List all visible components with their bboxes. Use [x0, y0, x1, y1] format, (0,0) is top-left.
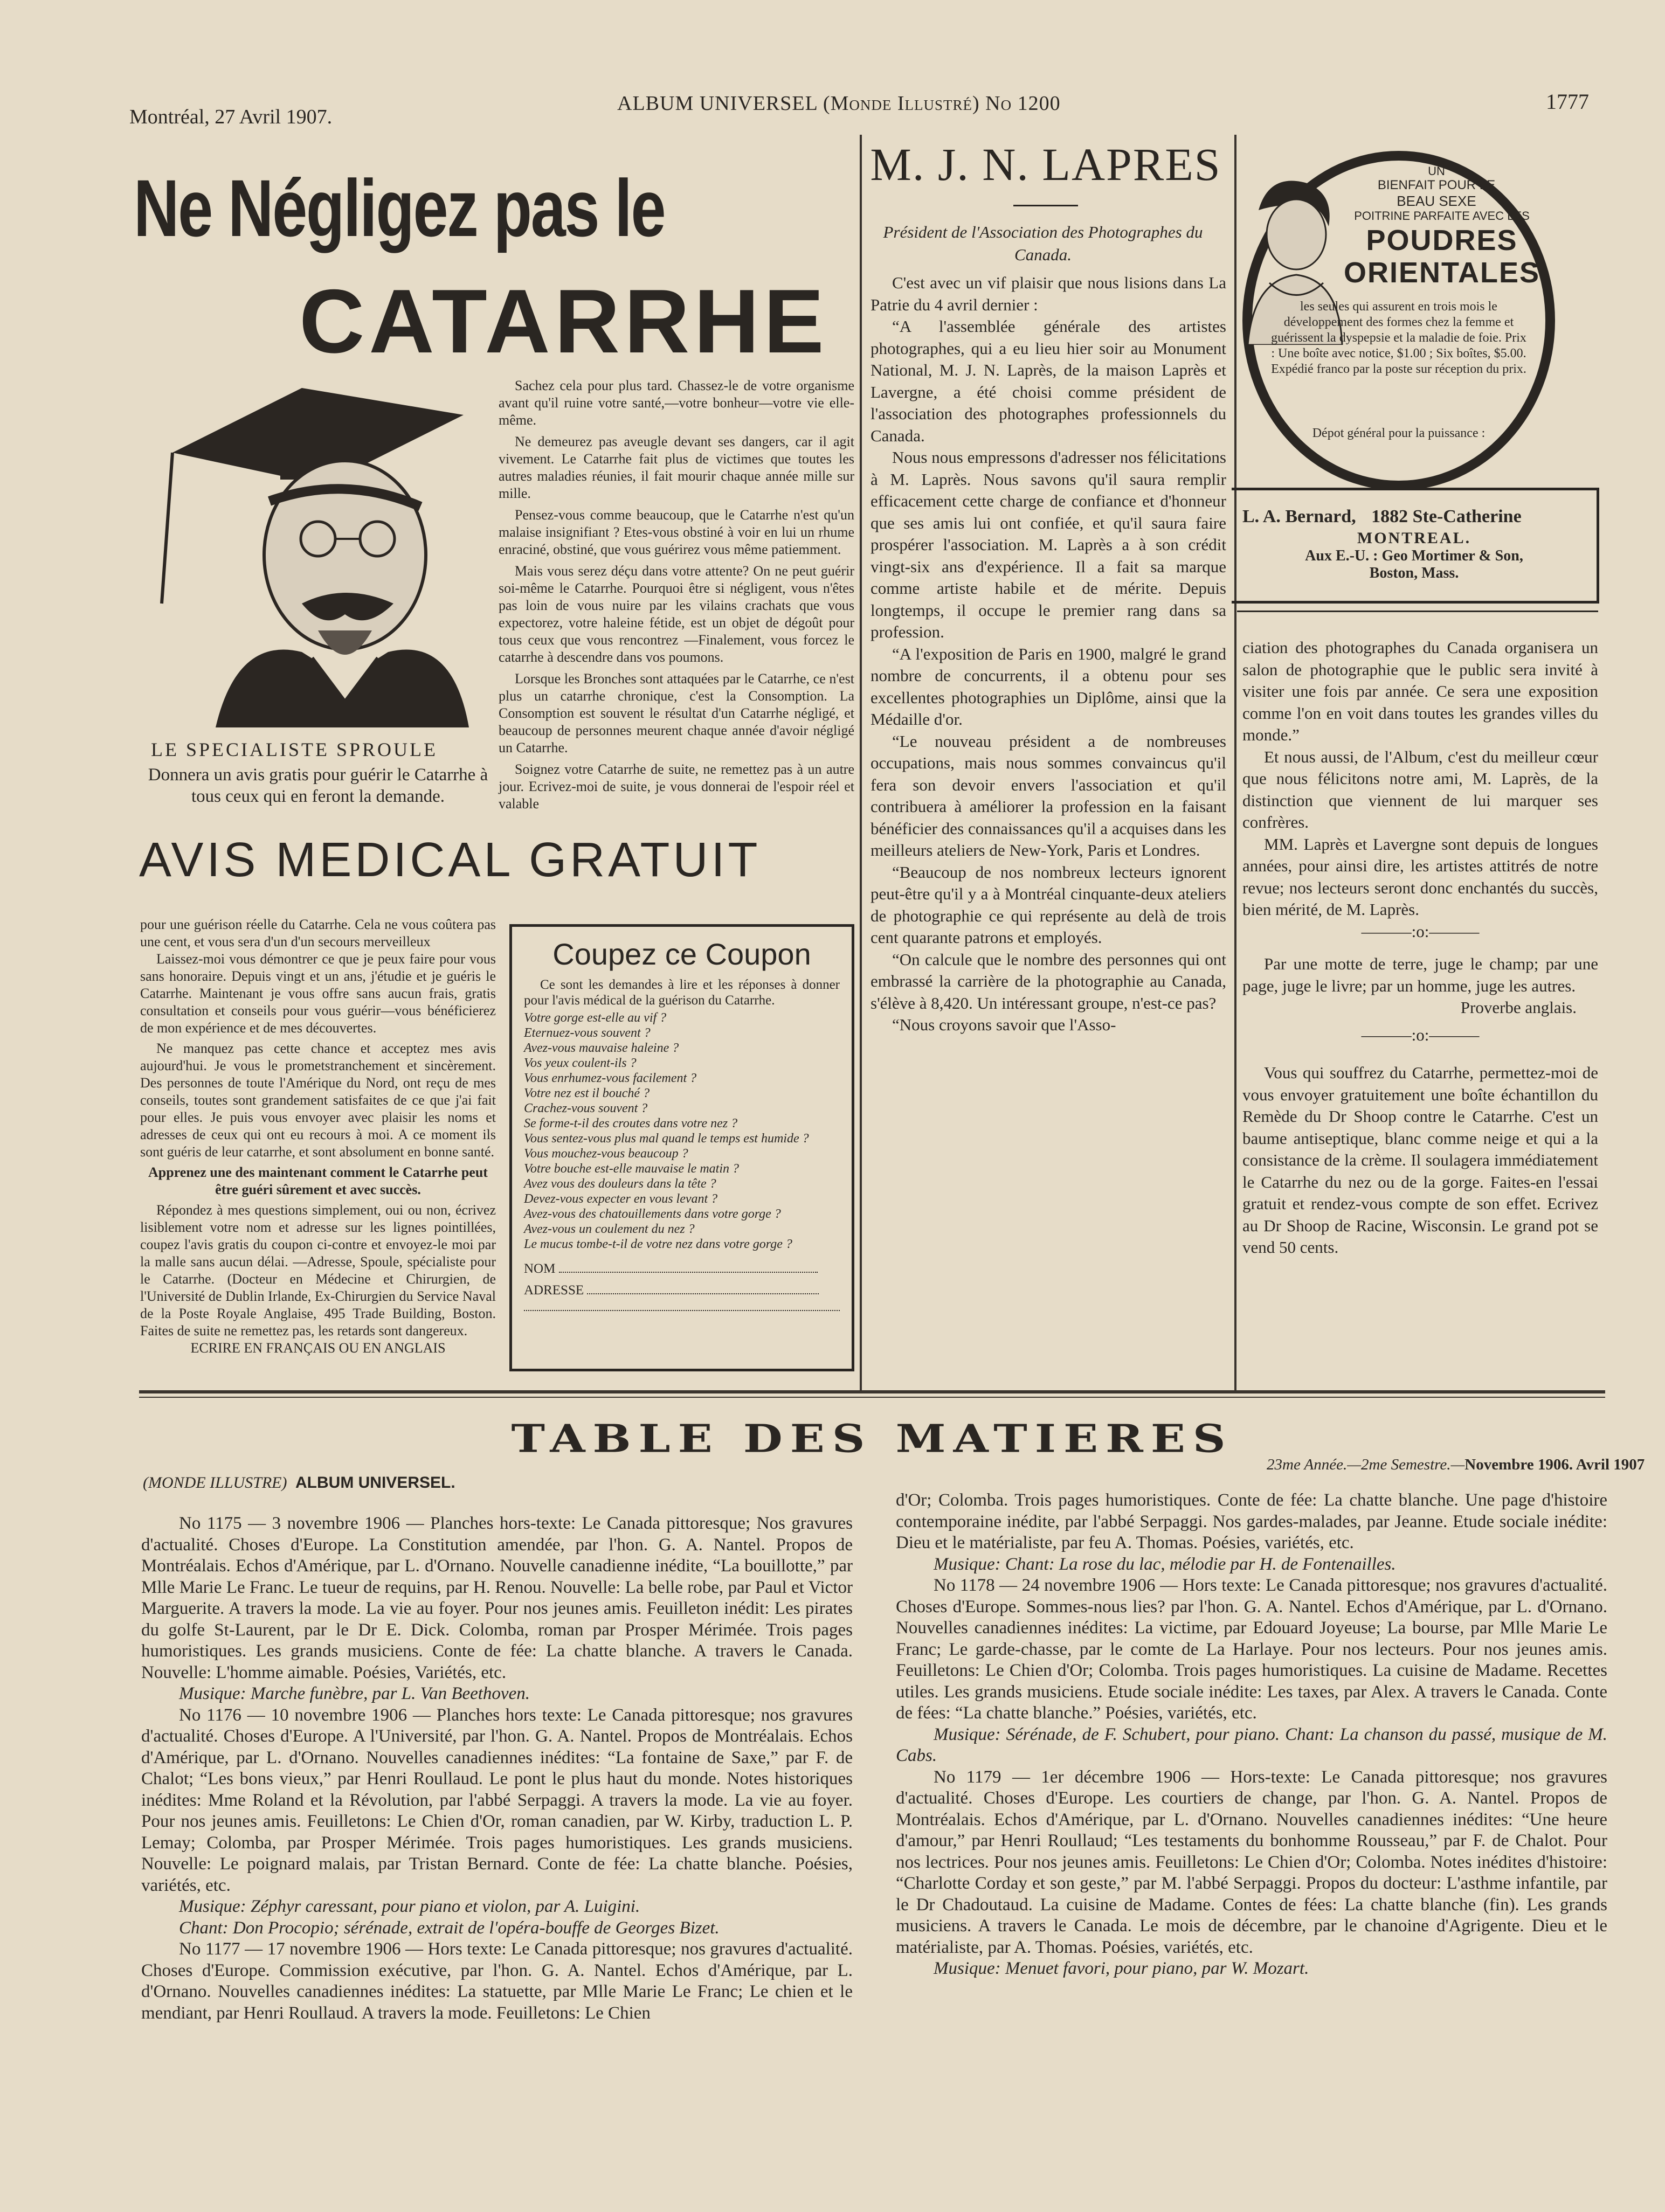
article-body — [871, 272, 1226, 1036]
coupon-question: Avez-vous mauvaise haleine ? — [524, 1041, 679, 1055]
article-paragraph: “Le nouveau président a de nombreuses occupations, mais nous sommes convaincus qu'il fera son devoir envers l'association et qu'il contribuera à améliorer la profession en la faisant bénéficier des connaissances qu'il a acquises dans les meilleurs ateliers de New-York, Paris et Londres. — [871, 731, 1226, 859]
catarrhe-paragraph: Sachez cela pour plus tard. Chassez-le de votre organisme avant qu'il ruine votre santé,—votre bonheur—votre vie elle-même. — [499, 378, 854, 428]
coupon-questions — [524, 1010, 840, 1252]
toc-label: ALBUM UNIVERSEL. — [295, 1474, 455, 1492]
coupon-address-label: ADRESSE — [524, 1283, 584, 1298]
coupon-question: Devez-vous expecter en vous levant ? — [524, 1192, 718, 1206]
poudres-un: UN — [1428, 164, 1445, 178]
coupon-question: Vous enrhumez-vous facilement ? — [524, 1071, 697, 1085]
us-city: Boston, Mass. — [1369, 565, 1459, 581]
poudres-bienfait: BIENFAIT POUR LE — [1377, 178, 1496, 192]
toc-period-row — [1267, 1456, 1645, 1474]
toc-music: Musique: Menuet favori, pour piano, par W. Mozart. — [934, 1959, 1309, 1978]
agent-address: 1882 Ste-Catherine — [1371, 507, 1522, 526]
article-paragraph: “On calcule que le nombre des personnes qui ont embrassé la carrière de la photographie au Canada, s'élève à 8,420. Un intéressant groupe, n'est-ce pas? — [871, 949, 1226, 1013]
agent-name: L. A. Bernard, — [1242, 507, 1356, 526]
article-paragraph: C'est avec un vif plaisir que nous lisions dans La Patrie du 4 avril dernier : — [871, 273, 1226, 314]
poudres-ad — [1237, 135, 1577, 496]
poudres-beau-sexe: BEAU SEXE — [1397, 193, 1476, 209]
catarrhe-paragraph: Ne demeurez pas aveugle devant ses dangers, car il agit vivement. Le Catarrhe fait plus de victimes que toutes les autres maladies réunies, il fait mourir chaque année mille sur mille. — [499, 434, 854, 501]
column-rule — [1234, 135, 1236, 1390]
article-paragraph: Nous nous empressons d'adresser nos félicitations à M. Laprès. Nous savons qu'il saura remplir efficacement cette charge de confiance et d'honneur que ses amis lui ont confiée, et qu'il saura faire prospérer l'association. M. Laprès a à son crédit vingt-six ans d'expérience. Il a fait sa marque comme artiste habile et de mérite. Depuis longtemps, il occupe le premier rang dans sa profession. — [871, 448, 1226, 641]
coupon-question: Le mucus tombe-t-il de votre nez dans votre gorge ? — [524, 1237, 792, 1251]
shoop-notice: Vous qui souffrez du Catarrhe, permettez-moi de vous envoyer gratuitement une boîte échantillon du Remède du Dr Shoop contre le Catarrhe. C'est un baume antiseptique, blanc comme neige et qui a la consistance de la crème. Il soulagera immédiatement le Catarrhe du nez ou de la gorge. Faites-en l'essai gratuit et rendez-vous compte de son effet. Ecrivez au Dr Shoop de Racine, Wisconsin. Le grand pot se vend 50 cents. — [1242, 1063, 1598, 1257]
portrait-caption: LE SPECIALISTE SPROULE — [151, 739, 438, 760]
avis-body — [140, 916, 496, 1357]
article-title: M. J. N. LAPRES — [870, 138, 1221, 190]
page-date: Montréal, 27 Avril 1907. — [129, 106, 333, 128]
catarrhe-paragraph: Mais vous serez déçu dans votre attente? On ne peut guérir soi-même le Catarrhe. Pourquoi être si négligent, vous n'êtes pas loin de vous nuire par les vilains crachats que vous expectorez, votre haleine fétide, est un objet de dégoût pour tous ceux que vous rencontrez —Finalement, vous forcez le catarrhe à descendre dans vos poumons. — [499, 563, 854, 665]
column-rule — [860, 135, 862, 1390]
section-rule — [139, 1397, 1605, 1398]
us-agent: Aux E.-U. : Geo Mortimer & Son, — [1305, 547, 1523, 564]
page-running-title: ALBUM UNIVERSEL (Monde Illustré) No 1200 — [617, 92, 1061, 115]
toc-entry: No 1175 — 3 novembre 1906 — Planches hors-texte: Le Canada pittoresque; Nos gravures d'actualité. Choses d'Europe. La Constitution amendée, par l'hon. G. A. Nantel. Propos de Montréalais. Echos d'Amérique, par L. d'Ornano. Nouvelle canadienne inédite, “La bouillotte,” par Mlle Marie Le Franc. Le tueur de requins, par H. Renou. Nouvelle: La belle robe, par Paul et Victor Marguerite. A travers la mode. La vie au foyer. Pour nos jeunes amis. Feuilleton inédit: Les pirates du golfe St-Laurent, par le Dr E. Dick. Colomba, roman par Prosper Mérimée. Trois pages humoristiques. Les grands musiciens. Conte de fée: La chatte blanche. A travers le Canada. Nouvelle: L'homme aimable. Poésies, Variétés, etc. — [141, 1514, 853, 1682]
toc-entry: d'Or; Colomba. Trois pages humoristiques. Conte de fée: La chatte blanche. Une page d'histoire contemporaine inédite, par l'abbé Serpaggi. Nos gardes-malades, par Jeanne. Etude sociale inédite: Dieu et le matérialiste, par feu A. Thomas. Poésies, variétés, etc. — [896, 1490, 1607, 1552]
toc-left-column — [141, 1513, 853, 2024]
section-rule — [139, 1390, 1605, 1393]
article-continuation — [1242, 637, 1598, 1259]
toc-right-column — [896, 1490, 1607, 1980]
catarrhe-body — [499, 377, 854, 813]
coupon-question: Eternuez-vous souvent ? — [524, 1026, 651, 1040]
toc-title: TABLE DES MATIERES — [511, 1416, 1233, 1461]
orientales-brand: ORIENTALES — [1343, 256, 1540, 289]
coupon-question: Votre nez est il bouché ? — [524, 1086, 650, 1100]
catarrhe-headline-big: CATARRHE — [299, 271, 828, 372]
poudres-depot: Dépot général pour la puissance : — [1312, 426, 1486, 440]
catarrhe-headline: Ne Négligez pas le — [134, 163, 665, 253]
coupon-question: Vos yeux coulent-ils ? — [524, 1056, 637, 1070]
avis-paragraph: Apprenez une des maintenant comment le Catarrhe peut être guéri sûrement et avec succès. — [148, 1164, 488, 1197]
poudres-poitrine: POITRINE PARFAITE AVEC LES — [1354, 209, 1530, 223]
coupon-question: Avez-vous des chatouillements dans votre gorge ? — [524, 1207, 781, 1221]
coupon-question: Se forme-t-il des croutes dans votre nez ? — [524, 1117, 738, 1131]
article-subtitle: Président de l'Association des Photographes du Canada. — [883, 223, 1203, 264]
coupon-question: Crachez-vous souvent ? — [524, 1101, 648, 1115]
article-paragraph: “Nous croyons savoir que l'Asso- — [892, 1015, 1116, 1034]
coupon-question: Votre bouche est-elle mauvaise le matin ? — [524, 1162, 739, 1176]
coupon-name-label: NOM — [524, 1261, 556, 1276]
proverb-source: Proverbe anglais. — [1460, 998, 1577, 1017]
toc-music: Musique: Zéphyr caressant, pour piano et violon, par A. Luigini. — [179, 1897, 640, 1916]
coupon-question: Avez vous des douleurs dans la tête ? — [524, 1177, 716, 1191]
catarrhe-paragraph: Soignez votre Catarrhe de suite, ne remettez pas à un autre jour. Ecrivez-moi de suite, je vous donnerai de l'espoir réel et valable — [499, 761, 854, 812]
agent-box — [1232, 488, 1599, 604]
specialist-portrait — [140, 377, 474, 727]
toc-music: Musique: Chant: La rose du lac, mélodie par H. de Fontenailles. — [934, 1554, 1396, 1574]
article-paragraph: ciation des photographes du Canada organisera un salon de photographie que le public sera invité à visiter une fois par année. Ce sera une exposition comme l'on en voit dans toutes les grandes villes du monde.” — [1242, 638, 1598, 744]
coupon-intro: Ce sont les demandes à lire et les réponses à donner pour l'avis médical de la guérison du Catarrhe. — [524, 977, 840, 1008]
separator: ———:o:——— — [1361, 1025, 1480, 1044]
toc-music: Chant: Don Procopio; sérénade, extrait de l'opéra-bouffe de Georges Bizet. — [179, 1918, 720, 1938]
avis-paragraph: Répondez à mes questions simplement, oui ou non, écrivez lisiblement votre nom et adresse sur les lignes pointillées, coupez l'avis gratis du coupon ci-contre et envoyez-le moi par la malle sans aucun délai. —Adresse, Spoule, spécialiste pour le Catarrhe. (Docteur en Médecine et Chirurgien, de l'Université de Dublin Irlande, Ex-Chirurgien du Service Naval de la Poste Royale Anglaise, 495 Trade Building, Boston. Faites de suite ne remettez pas, les retards sont dangereux. — [140, 1202, 496, 1339]
coupon-box[interactable] — [509, 924, 854, 1371]
poudres-text: les seules qui assurent en trois mois le développement des formes chez la femme et guérissent la dyspepsie et la maladie de foie. Prix : Une boîte avec notice, $1.00 ; Six boîtes, $5.00. Expédié franco par la poste sur réception du prix. — [1271, 300, 1526, 376]
toc-entry: No 1179 — 1er décembre 1906 — Hors-texte: Le Canada pittoresque; nos gravures d'actualité. Choses d'Europe. Les courtiers de change, par l'hon. G. A. Nantel. Propos de Montréalais. Echos d'Amérique, par L. d'Ornano. Nouvelles canadiennes inédites: “Une heure d'amour,” par Henri Roullaud; “Les testaments du bonhomme Rousseau,” par F. de Chalot. Pour nos lectrices. Pour nos jeunes amis. Feuilletons: Le Chien d'Or; Colomba. Notes inédites d'histoire: “Charlotte Corday et son geste,” par M. l'abbé Serpaggi. Propos du docteur: L'asthme infantile, par le Dr Chadoutaud. La cuisine de Madame. Contes de fées: La chatte blanche (fin). Les grands musiciens. A travers le Canada. Le mois de décembre, par le chanoine d'Agrigente. Dieu et le matérialiste, par A. Thomas. Poésies, variétés, etc. — [896, 1767, 1607, 1957]
ad-rule — [1237, 611, 1598, 612]
toc-entry: No 1178 — 24 novembre 1906 — Hors texte: Le Canada pittoresque; nos gravures d'actualité. Choses d'Europe. Sommes-nous lies? par l'hon. G. A. Nantel. Echos d'Amérique, par L. d'Ornano. Nouvelles canadiennes inédites: La victime, par Edouard Joyeuse; La bourse, par Mlle Marie Le Franc; Le garde-chasse, par le comte de La Harlaye. Pour nos lecteurs. Pour nos jeunes amis. Feuilletons: Le Chien d'Or; Colomba. Trois pages humoristiques. La cuisine de Madame. Recettes utiles. Les grands musiciens. Etude sociale inédite: Les taxes, par Alex. A travers le Canada. Conte de fées: “La chatte blanche.” Poésies, variétés, etc. — [896, 1576, 1607, 1723]
separator: ———:o:——— — [1361, 921, 1480, 941]
toc-label-row — [143, 1474, 455, 1492]
article-paragraph: “Beaucoup de nos nombreux lecteurs ignorent peut-être qu'il y a à Montréal cinquante-deux ateliers de photographie ce qui représente au delà de trois cent quarante patrons et employés. — [871, 862, 1226, 947]
avis-paragraph: ECRIRE EN FRANÇAIS OU EN ANGLAIS — [190, 1340, 446, 1356]
proverb: Par une motte de terre, juge le champ; par une page, juge le livre; par un homme, juge les autres. — [1242, 954, 1598, 995]
agent-city: MONTREAL. — [1357, 529, 1471, 547]
avis-paragraph: Laissez-moi vous démontrer ce que je peux faire pour vous sans honoraire. Depuis vingt et un ans, j'étudie et je guéris le Catarrhe. Maintenant je vous offre sans aucun frais, gratis consultation et conseils pour vous guérir—vous bénéficierez de mon expérience et de mes découvertes. — [140, 951, 496, 1036]
avis-paragraph: pour une guérison réelle du Catarrhe. Cela ne vous coûtera pas une cent, et vous sera d'un d'un secours merveilleux — [140, 917, 496, 949]
coupon-question: Votre gorge est-elle au vif ? — [524, 1011, 667, 1025]
free-advice-offer: Donnera un avis gratis pour guérir le Catarrhe à tous ceux qui en feront la demande. — [148, 765, 488, 806]
coupon-address-field[interactable] — [524, 1283, 840, 1298]
page-number: 1777 — [1546, 89, 1589, 114]
toc-entry: No 1176 — 10 novembre 1906 — Planches hors texte: Le Canada pittoresque; nos gravures d'actualité. Choses d'Europe. A l'Université, par l'hon. G. A. Nantel. Propos de Montréalais. Echos d'Amérique, par L. d'Ornano. Nouvelles canadiennes inédites: “La fontaine de Saxe,” par F. de Chalot; “Les bons vieux,” par Henri Roullaud. Le pont le plus haut du monde. Notes historiques inédites: Mme Roland et la Révolution, par l'abbé Serpaggi. A travers la mode. La vie au foyer. Pour nos jeunes amis. Feuilletons: Le Chien d'Or, roman canadien, par W. Kirby, traduction L. P. Lemay; Colomba, par Prosper Mérimée. Trois pages humoristiques. Les grands musiciens. Nouvelle: Le poignard malais, par Tristan Bernard. Conte de fée: La chatte blanche. Poésies, variétés, etc. — [141, 1705, 853, 1895]
catarrhe-paragraph: Pensez-vous comme beaucoup, que le Catarrhe n'est qu'un malaise insignifiant ? Etes-vous obstiné à voir en lui un rhume enraciné, obstiné, que vous guérirez vous même patiemment. — [499, 507, 854, 557]
coupon-question: Vous sentez-vous plus mal quand le temps est humide ? — [524, 1132, 809, 1146]
catarrhe-paragraph: Lorsque les Bronches sont attaquées par le Catarrhe, ce n'est plus un catarrhe chronique, c'est la Consomption. La Consomption est souvent le résultat d'un Catarrhe négligé, et beaucoup de personnes meurent chaque année d'avoir négligé un Catarrhe. — [499, 671, 854, 755]
avis-paragraph: Ne manquez pas cette chance et acceptez mes avis aujourd'hui. Je vous le prometstranchement et sincèrement. Des personnes de toute l'Amérique du Nord, ont reçu de mes conseils, toutes sont grandement satisfaites de ce que j'ai fait pour elles. Je puis vous envoyer avec plaisir les noms et adresses de ceux qui ont eu recours à moi. A ce moment ils sont guéris de leur catarrhe, et sont absolument en bonne santé. — [140, 1041, 496, 1160]
toc-period-italic: 23me Année.—2me Semestre.— — [1267, 1456, 1465, 1473]
coupon-name-field[interactable] — [524, 1261, 840, 1277]
toc-entry: No 1177 — 17 novembre 1906 — Hors texte: Le Canada pittoresque; nos gravures d'actualité. Choses d'Europe. Commission exécutive, par l'hon. G. A. Nantel. Echos d'Amérique, par L. d'Ornano. Nouvelles canadiennes inédites: La statuette, par Mlle Marie Le Franc; Le chien et le mendiant, par Henri Roullaud. A travers la mode. Feuilletons: Le Chien — [141, 1939, 853, 2023]
article-paragraph: MM. Laprès et Lavergne sont depuis de longues années, pour ainsi dire, les artistes attitrés de notre revue; nos lecteurs seront donc enchantés du succès, bien mérité, de M. Laprès. — [1242, 834, 1598, 919]
article-paragraph: Et nous aussi, de l'Album, c'est du meilleur cœur que nous félicitons notre ami, M. Laprès, de la distinction que viennent de lui marquer ses confrères. — [1242, 747, 1598, 831]
toc-period: Novembre 1906. Avril 1907 — [1464, 1456, 1645, 1473]
coupon-title: Coupez ce Coupon — [552, 937, 811, 971]
coupon-question: Avez-vous un coulement du nez ? — [524, 1222, 695, 1236]
toc-music: Musique: Sérénade, de F. Schubert, pour piano. Chant: La chanson du passé, musique de M. Cabs. — [896, 1724, 1607, 1765]
toc-music: Musique: Marche funèbre, par L. Van Beethoven. — [179, 1684, 530, 1703]
article-paragraph: “A l'assemblée générale des artistes photographes, qui a eu lieu hier soir au Monument National, M. J. N. Laprès, de la maison Laprès et Lavergne, a été choisi comme président de l'association des photographes professionnels du Canada. — [871, 317, 1226, 445]
title-rule — [1013, 205, 1078, 206]
poudres-brand: POUDRES — [1366, 224, 1518, 256]
article-paragraph: “A l'exposition de Paris en 1900, malgré le grand nombre de concurrents, il a obtenu pour ses excellentes photographies un Diplôme, ainsi que la Médaille d'or. — [871, 644, 1226, 729]
avis-medical-heading: AVIS MEDICAL GRATUIT — [139, 833, 761, 887]
coupon-question: Vous mouchez-vous beaucoup ? — [524, 1147, 688, 1161]
toc-label-italic: (MONDE ILLUSTRE) — [143, 1474, 287, 1492]
